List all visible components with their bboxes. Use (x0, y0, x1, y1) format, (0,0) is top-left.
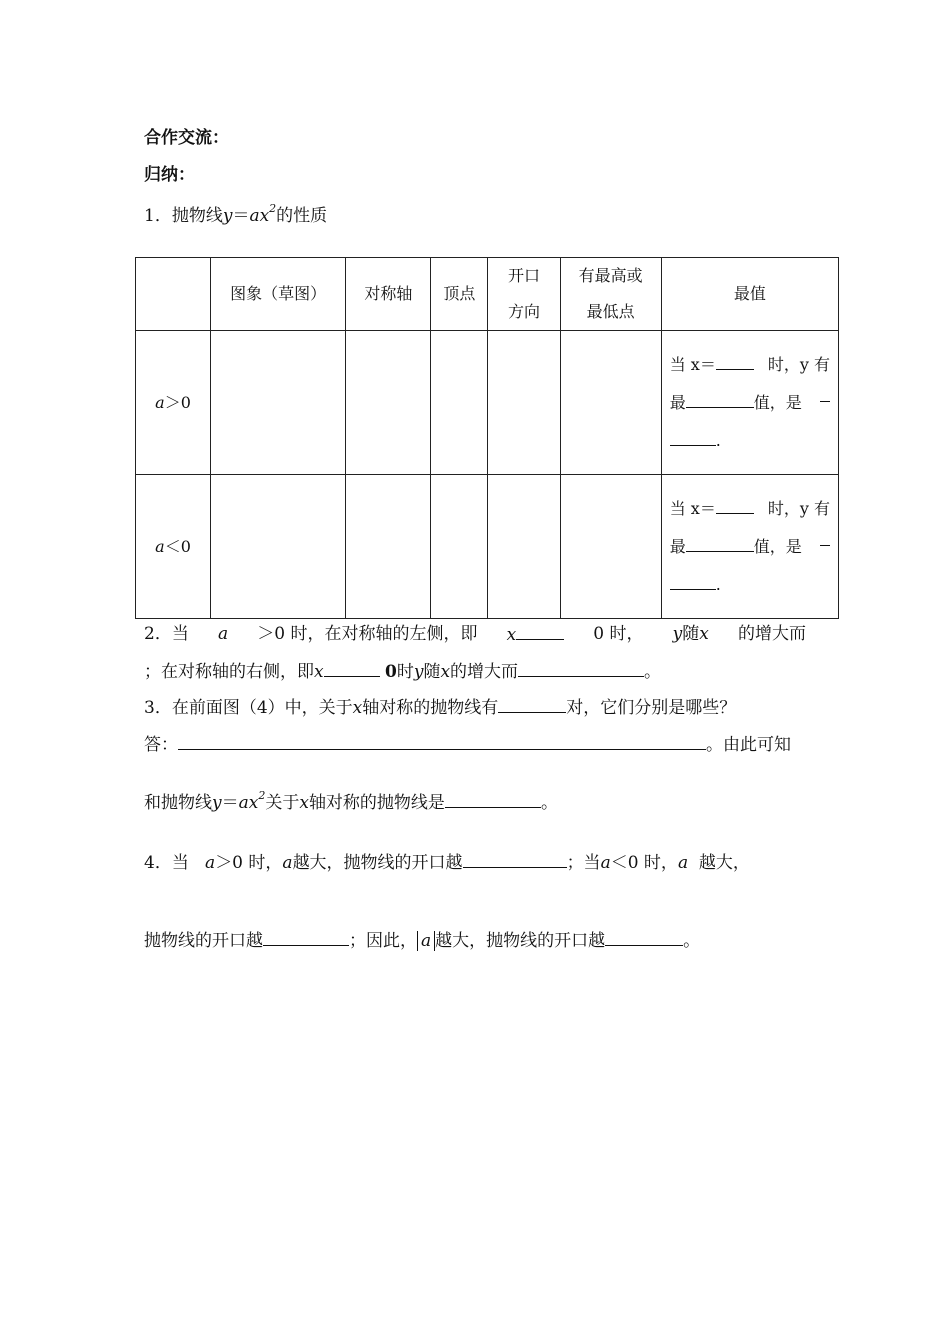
blank-right-cond[interactable] (324, 659, 380, 677)
header-cell-axis: 对称轴 (346, 258, 431, 331)
blank-opening-pos[interactable] (463, 850, 567, 868)
cell-extreme-value: 当 x＝ 时，y 有 最 值，是 . (661, 331, 838, 475)
row-label: a＜0 (136, 475, 211, 619)
item-1: 1．抛物线$y=ax^2$的性质 (144, 202, 328, 226)
item-3-line-2: 答： 。由此可知 (144, 732, 791, 757)
blank-opening-neg[interactable] (263, 928, 349, 946)
item-3-line-3: 和抛物线$y=ax^2$关于x轴对称的抛物线是 。 (144, 789, 558, 813)
header-cell-extreme-value: 最值 (661, 258, 838, 331)
header-cell-extreme-point: 有最高或 最低点 (560, 258, 661, 331)
blank-pair-count[interactable] (498, 695, 566, 713)
blank-value[interactable] (670, 428, 716, 446)
blank-answer[interactable] (178, 732, 706, 750)
item-4-line-1: 4．当 a＞0 时，a越大，抛物线的开口越 ；当a＜0 时，a 越大， (144, 850, 750, 875)
blank-left-cond[interactable] (516, 622, 564, 640)
properties-table (135, 257, 839, 619)
table-header-row (136, 258, 839, 331)
header-cell-opening: 开口 方向 (488, 258, 560, 331)
cell-extreme-point[interactable] (560, 331, 661, 475)
blank-right-trend[interactable] (518, 659, 644, 677)
header-cell-empty (136, 258, 211, 331)
blank-x[interactable] (716, 352, 754, 370)
abs-a: a (417, 931, 435, 951)
table-row (136, 475, 839, 619)
blank-value-start[interactable] (820, 528, 830, 546)
blank-x[interactable] (716, 496, 754, 514)
header-cell-vertex: 顶点 (431, 258, 488, 331)
cell-graph[interactable] (211, 475, 346, 619)
cell-vertex[interactable] (431, 331, 488, 475)
blank-symmetric-parabola[interactable] (445, 790, 541, 808)
blank-max-min[interactable] (686, 390, 754, 408)
cell-opening[interactable] (488, 331, 560, 475)
cell-extreme-value: 当 x＝ 时，y 有 最 值，是 . (661, 475, 838, 619)
cell-opening[interactable] (488, 475, 560, 619)
header-cell-graph: 图象（草图） (211, 258, 346, 331)
cell-vertex[interactable] (431, 475, 488, 619)
row-label: a＞0 (136, 331, 211, 475)
cell-axis[interactable] (346, 475, 431, 619)
item-2-line-1: 2．当 a ＞0 时，在对称轴的左侧，即 x 0 时， y随x 的增大而 (144, 624, 806, 645)
cell-extreme-point[interactable] (560, 475, 661, 619)
item-2-line-2: ；在对称轴的右侧，即x 0时y随x的增大而 。 (144, 659, 661, 684)
blank-value-start[interactable] (820, 384, 830, 402)
table-row (136, 331, 839, 475)
item-3-line-1: 3．在前面图（4）中，关于x轴对称的抛物线有 对，它们分别是哪些？ (144, 695, 736, 720)
blank-opening-abs[interactable] (605, 928, 683, 946)
item-4-line-2: 抛物线的开口越 ；因此， a 越大，抛物线的开口越 。 (144, 928, 700, 953)
heading-summary: 归纳： (144, 165, 195, 185)
blank-max-min[interactable] (686, 534, 754, 552)
cell-axis[interactable] (346, 331, 431, 475)
cell-graph[interactable] (211, 331, 346, 475)
heading-cooperation: 合作交流： (144, 128, 229, 148)
blank-value[interactable] (670, 572, 716, 590)
